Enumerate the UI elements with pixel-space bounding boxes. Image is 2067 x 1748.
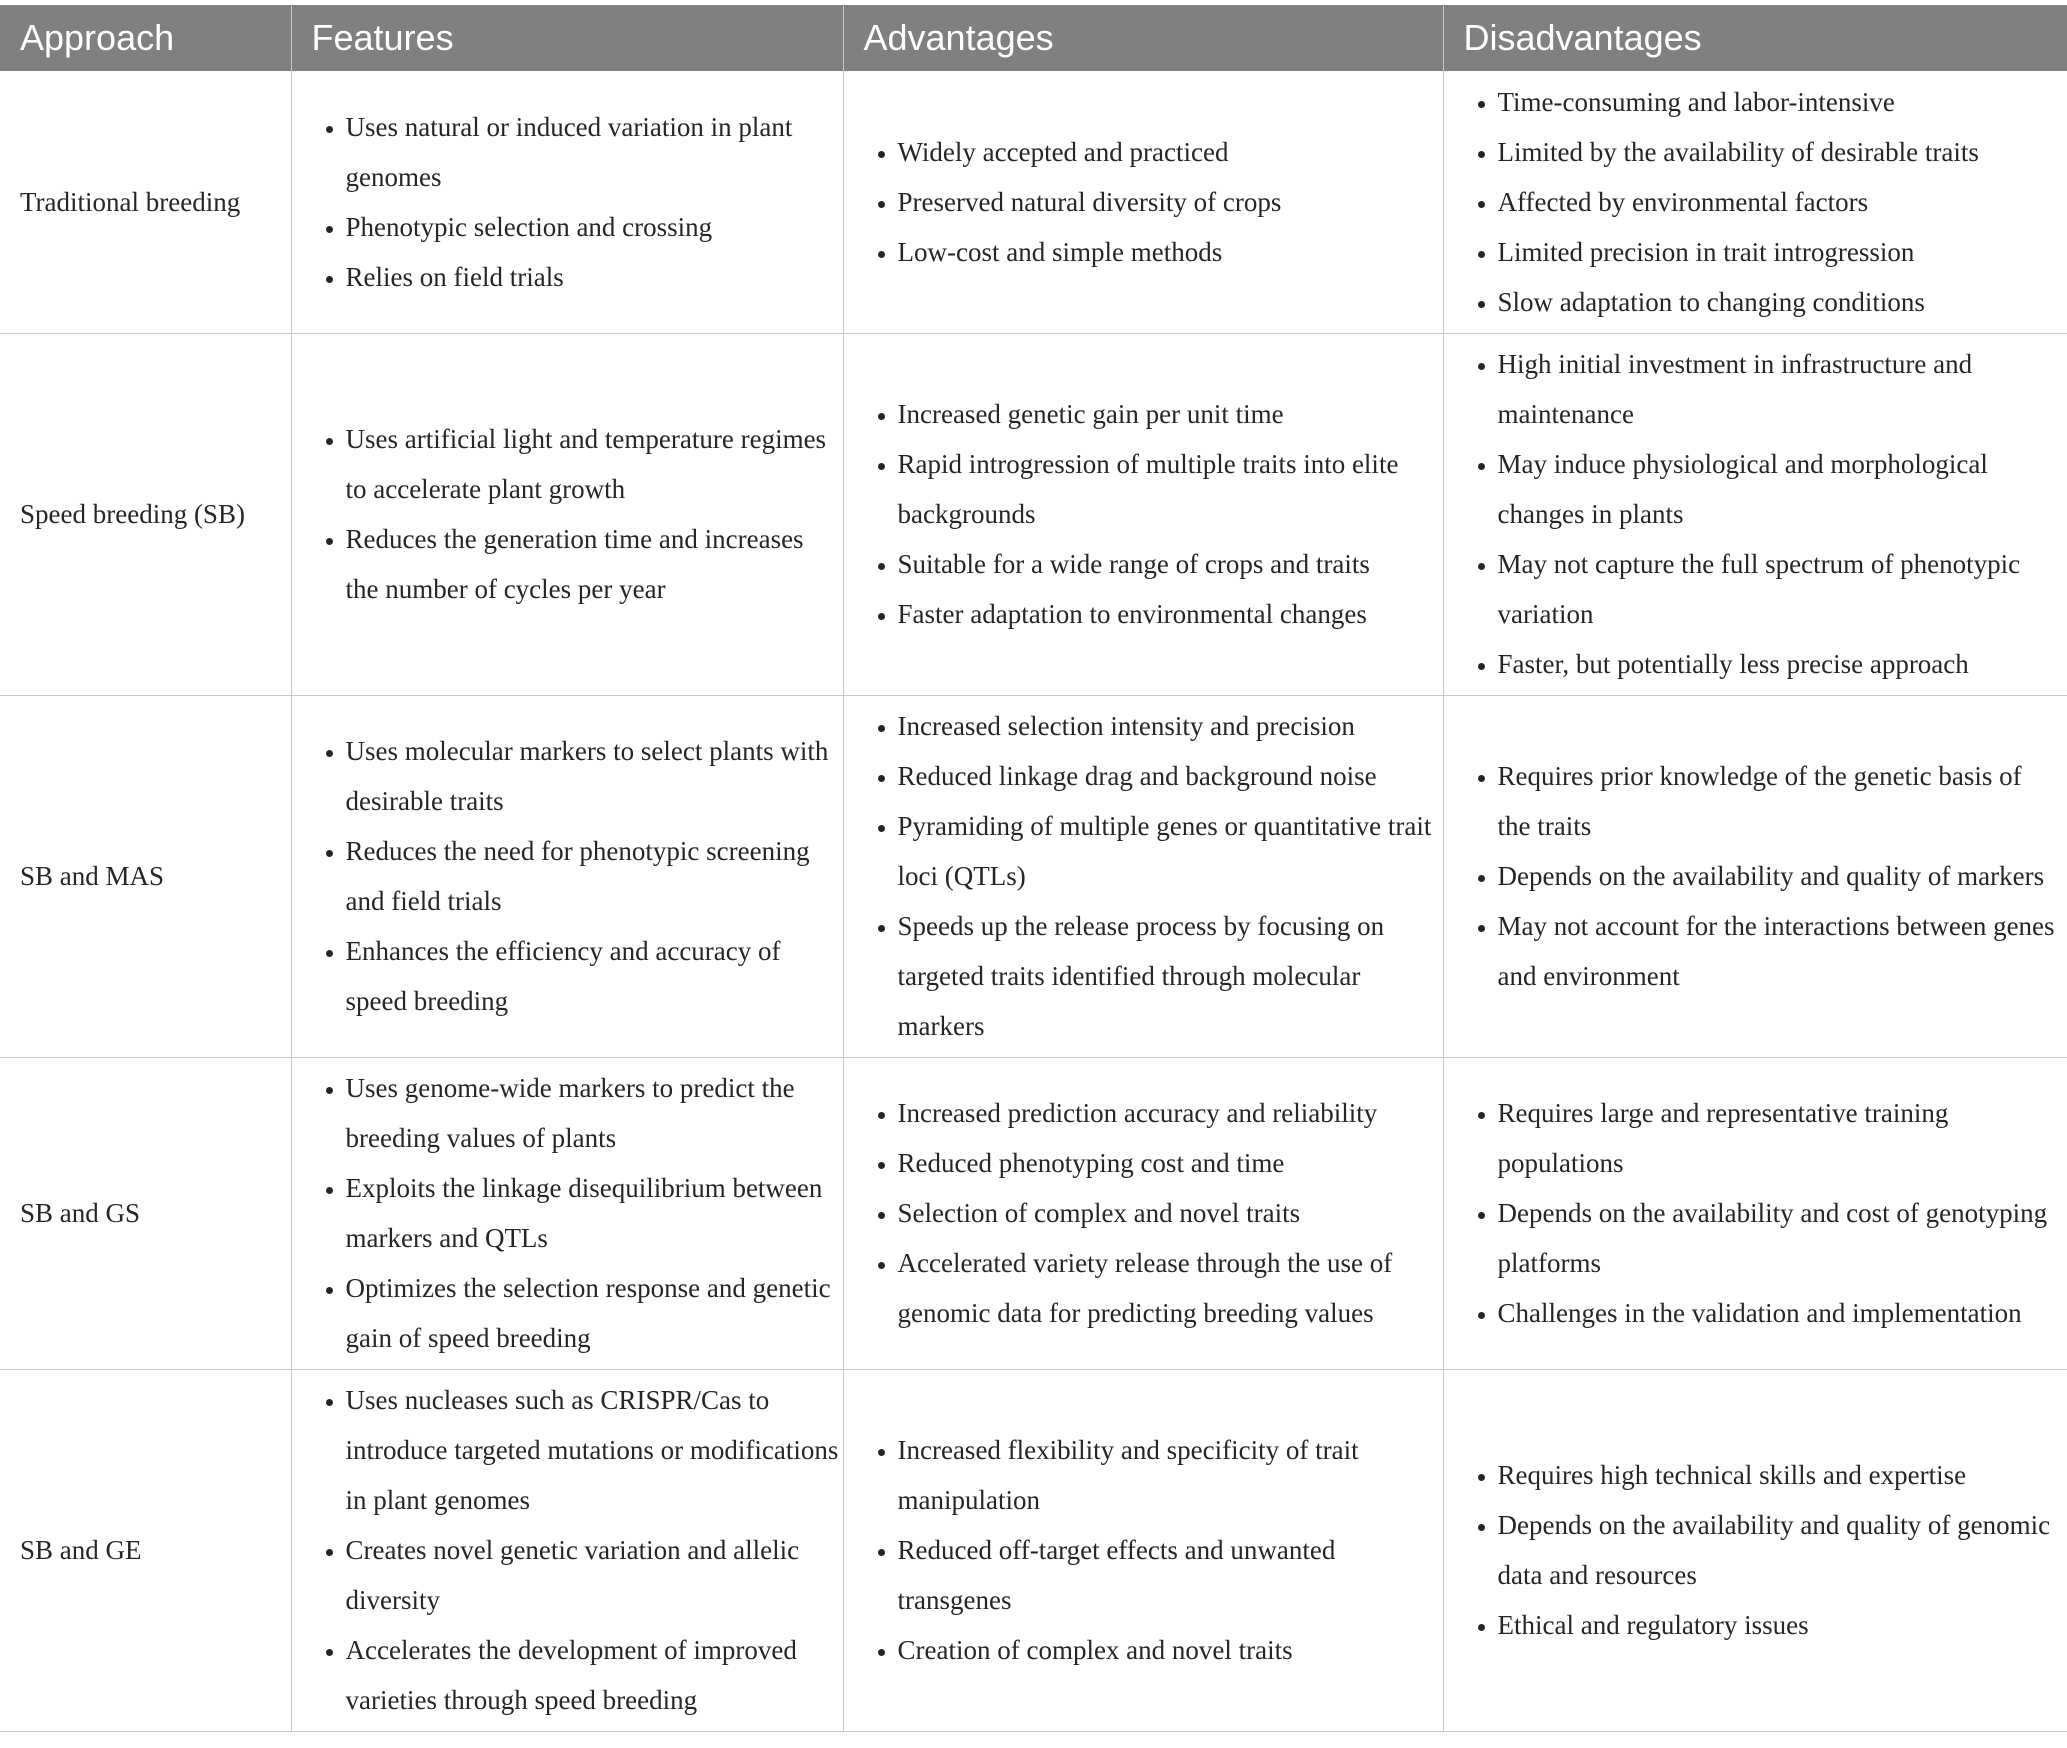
advantages-cell (843, 1369, 1443, 1731)
advantages-cell (843, 695, 1443, 1057)
list-item: • Depends on the availability and quality of markers (1498, 851, 2058, 901)
list-item: • Faster, but potentially less precise approach (1498, 639, 2058, 689)
features-cell (291, 695, 843, 1057)
list-item: • Limited by the availability of desirable traits (1498, 127, 2058, 177)
list-item: • Creates novel genetic variation and allelic diversity (346, 1525, 843, 1625)
list-item: • Reduces the need for phenotypic screening and field trials (346, 826, 843, 926)
disadvantages-list (1444, 751, 2067, 1001)
disadvantages-list (1444, 339, 2067, 689)
header-approach: Approach (0, 5, 291, 71)
list-item: • Relies on field trials (346, 252, 843, 302)
features-cell (291, 1369, 843, 1731)
approach-cell: SB and MAS (0, 695, 291, 1057)
disadvantages-list (1444, 77, 2067, 327)
approach-cell: SB and GS (0, 1057, 291, 1369)
list-item: • Slow adaptation to changing conditions (1498, 277, 2058, 327)
list-item: • Time-consuming and labor-intensive (1498, 77, 2058, 127)
advantages-list (844, 127, 1443, 277)
list-item: • Requires large and representative training populations (1498, 1088, 2058, 1188)
list-item: • Optimizes the selection response and genetic gain of speed breeding (346, 1263, 843, 1363)
header-advantages: Advantages (843, 5, 1443, 71)
list-item: • Uses nucleases such as CRISPR/Cas to introduce targeted mutations or modifications in plant genomes (346, 1375, 843, 1525)
disadvantages-list (1444, 1088, 2067, 1338)
table-row (0, 71, 2067, 333)
features-cell (291, 71, 843, 333)
advantages-list (844, 389, 1443, 639)
advantages-list (844, 1088, 1443, 1338)
list-item: • Low-cost and simple methods (898, 227, 1443, 277)
list-item: • Exploits the linkage disequilibrium between markers and QTLs (346, 1163, 843, 1263)
advantages-list (844, 1425, 1443, 1675)
features-list (292, 1063, 843, 1363)
list-item: • Rapid introgression of multiple traits into elite backgrounds (898, 439, 1443, 539)
list-item: • Reduces the generation time and increases the number of cycles per year (346, 514, 843, 614)
advantages-cell (843, 71, 1443, 333)
disadvantages-cell (1443, 71, 2067, 333)
table-row (0, 695, 2067, 1057)
list-item: • Requires high technical skills and expertise (1498, 1450, 2058, 1500)
list-item: • High initial investment in infrastructure and maintenance (1498, 339, 2058, 439)
list-item: • Phenotypic selection and crossing (346, 202, 843, 252)
approach-cell: Speed breeding (SB) (0, 333, 291, 695)
list-item: • Widely accepted and practiced (898, 127, 1443, 177)
list-item: • Increased genetic gain per unit time (898, 389, 1443, 439)
list-item: • May induce physiological and morphological changes in plants (1498, 439, 2058, 539)
list-item: • May not capture the full spectrum of phenotypic variation (1498, 539, 2058, 639)
list-item: • Reduced linkage drag and background noise (898, 751, 1443, 801)
list-item: • Uses molecular markers to select plants with desirable traits (346, 726, 843, 826)
disadvantages-cell (1443, 1057, 2067, 1369)
list-item: • Uses artificial light and temperature regimes to accelerate plant growth (346, 414, 843, 514)
list-item: • Uses genome-wide markers to predict the breeding values of plants (346, 1063, 843, 1163)
list-item: • Speeds up the release process by focusing on targeted traits identified through molecular markers (898, 901, 1443, 1051)
header-row (0, 5, 2067, 71)
list-item: • Accelerates the development of improved varieties through speed breeding (346, 1625, 843, 1725)
header-disadvantages: Disadvantages (1443, 5, 2067, 71)
disadvantages-cell (1443, 333, 2067, 695)
features-list (292, 1375, 843, 1725)
list-item: • Ethical and regulatory issues (1498, 1600, 2058, 1650)
list-item: • Creation of complex and novel traits (898, 1625, 1443, 1675)
advantages-cell (843, 333, 1443, 695)
list-item: • Increased flexibility and specificity of trait manipulation (898, 1425, 1443, 1525)
list-item: • Suitable for a wide range of crops and traits (898, 539, 1443, 589)
list-item: • Preserved natural diversity of crops (898, 177, 1443, 227)
table-row (0, 333, 2067, 695)
list-item: • Requires prior knowledge of the genetic basis of the traits (1498, 751, 2058, 851)
list-item: • Pyramiding of multiple genes or quantitative trait loci (QTLs) (898, 801, 1443, 901)
list-item: • Depends on the availability and quality of genomic data and resources (1498, 1500, 2058, 1600)
table-header (0, 5, 2067, 71)
approach-cell: SB and GE (0, 1369, 291, 1731)
comparison-table (0, 5, 2067, 1732)
list-item: • Accelerated variety release through the use of genomic data for predicting breeding values (898, 1238, 1443, 1338)
features-list (292, 102, 843, 302)
disadvantages-cell (1443, 695, 2067, 1057)
disadvantages-cell (1443, 1369, 2067, 1731)
list-item: • Faster adaptation to environmental changes (898, 589, 1443, 639)
header-features: Features (291, 5, 843, 71)
list-item: • Affected by environmental factors (1498, 177, 2058, 227)
list-item: • Reduced phenotyping cost and time (898, 1138, 1443, 1188)
list-item: • Selection of complex and novel traits (898, 1188, 1443, 1238)
list-item: • May not account for the interactions between genes and environment (1498, 901, 2058, 1001)
table-row (0, 1057, 2067, 1369)
advantages-list (844, 701, 1443, 1051)
approach-cell: Traditional breeding (0, 71, 291, 333)
table-body (0, 71, 2067, 1731)
features-list (292, 726, 843, 1026)
list-item: • Increased selection intensity and precision (898, 701, 1443, 751)
disadvantages-list (1444, 1450, 2067, 1650)
list-item: • Uses natural or induced variation in plant genomes (346, 102, 843, 202)
list-item: • Increased prediction accuracy and reliability (898, 1088, 1443, 1138)
features-cell (291, 1057, 843, 1369)
table-row (0, 1369, 2067, 1731)
list-item: • Limited precision in trait introgression (1498, 227, 2058, 277)
list-item: • Enhances the efficiency and accuracy of speed breeding (346, 926, 843, 1026)
advantages-cell (843, 1057, 1443, 1369)
features-list (292, 414, 843, 614)
list-item: • Challenges in the validation and implementation (1498, 1288, 2058, 1338)
list-item: • Reduced off-target effects and unwanted transgenes (898, 1525, 1443, 1625)
list-item: • Depends on the availability and cost of genotyping platforms (1498, 1188, 2058, 1288)
features-cell (291, 333, 843, 695)
